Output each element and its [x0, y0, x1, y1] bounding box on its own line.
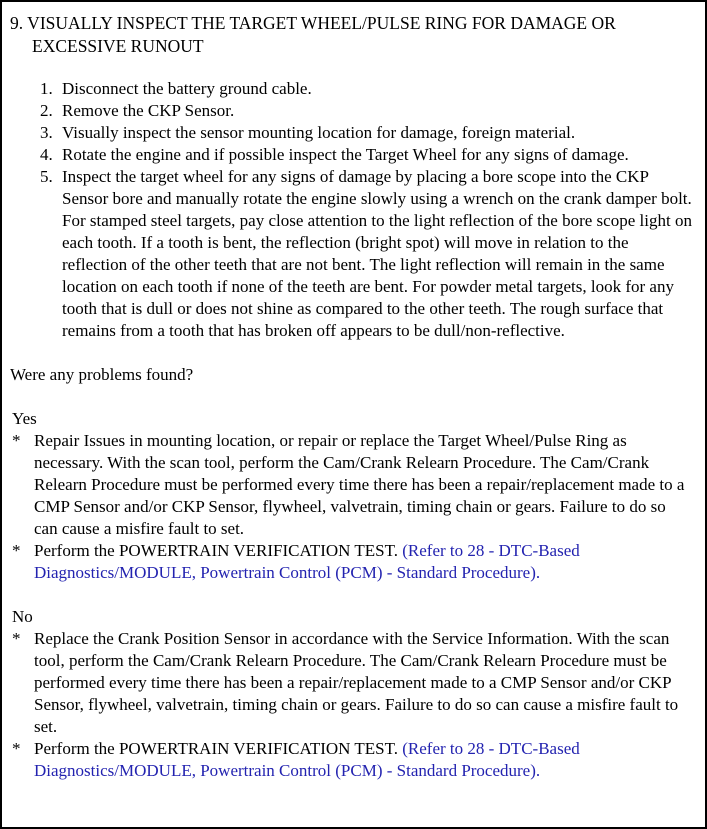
step-number: 5. — [40, 167, 53, 186]
list-item — [12, 628, 693, 738]
asterisk-bullet: * — [12, 629, 21, 648]
procedure-steps — [40, 78, 693, 342]
yes-bullets — [12, 430, 693, 584]
procedure-step — [40, 144, 693, 166]
step-text: Inspect the target wheel for any signs of damage by placing a bore scope into the CKP Sensor bore and manually rotate the engine slowly using a wrench on the crank damper bolt. For stamped steel targets, pay close attention to the light reflection of the bore scope light on each tooth. If a tooth is bent, the reflection (bright spot) will move in relation to the reflection of the other teeth that are not bent. The light reflection will remain in the same location on each tooth if none of the teeth are bent. For powder metal targets, look for any tooth that is dull or does not shine as compared to the other teeth. The rough surface that remains from a tooth that has broken off appears to be dull/non-reflective. — [62, 167, 692, 340]
question-text: Were any problems found? — [10, 365, 194, 384]
step-text: Rotate the engine and if possible inspect the Target Wheel for any signs of damage. — [62, 145, 629, 164]
asterisk-bullet: * — [12, 739, 21, 758]
step-number: 4. — [40, 145, 53, 164]
step-text: Visually inspect the sensor mounting location for damage, foreign material. — [62, 123, 576, 142]
procedure-heading: 9. VISUALLY INSPECT THE TARGET WHEEL/PULSE RING FOR DAMAGE OR EXCESSIVE RUNOUT — [10, 13, 616, 56]
no-bullets — [12, 628, 693, 782]
step-number: 2. — [40, 101, 53, 120]
step-text: Remove the CKP Sensor. — [62, 101, 235, 120]
list-item — [12, 738, 693, 782]
procedure-step — [40, 166, 693, 342]
list-item — [12, 540, 693, 584]
procedure-step — [40, 100, 693, 122]
procedure-step — [40, 122, 693, 144]
refer-to-procedure-link[interactable]: (Refer to 28 - DTC-Based Diagnostics/MODULE, Powertrain Control (PCM) - Standard Procedure). — [34, 541, 580, 582]
step-number: 1. — [40, 79, 53, 98]
asterisk-bullet: * — [12, 431, 21, 450]
procedure-step — [40, 78, 693, 100]
bullet-text: Replace the Crank Position Sensor in accordance with the Service Information. With the scan tool, perform the Cam/Crank Relearn Procedure. The Cam/Crank Relearn Procedure must be performed every time there has been a repair/replacement made to a CMP Sensor and/or CKP Sensor, flywheel, valvetrain, timing chain or gears. Failure to do so can cause a misfire fault to set. — [34, 629, 679, 736]
bullet-text: Repair Issues in mounting location, or repair or replace the Target Wheel/Pulse Ring as necessary. With the scan tool, perform the Cam/Crank Relearn Procedure. The Cam/Crank Relearn Procedure must be performed every time there has been a repair/replacement made to a CMP Sensor and/or CKP Sensor, flywheel, valvetrain, timing chain or gears. Failure to do so can cause a misfire fault to set. — [34, 431, 685, 538]
step-number: 3. — [40, 123, 53, 142]
no-label: No — [12, 607, 33, 626]
bullet-text: Perform the POWERTRAIN VERIFICATION TEST. — [34, 541, 398, 560]
list-item — [12, 430, 693, 540]
step-text: Disconnect the battery ground cable. — [62, 79, 312, 98]
refer-to-procedure-link[interactable]: (Refer to 28 - DTC-Based Diagnostics/MODULE, Powertrain Control (PCM) - Standard Procedure). — [34, 739, 580, 780]
yes-label: Yes — [12, 409, 37, 428]
bullet-text: Perform the POWERTRAIN VERIFICATION TEST. — [34, 739, 398, 758]
asterisk-bullet: * — [12, 541, 21, 560]
